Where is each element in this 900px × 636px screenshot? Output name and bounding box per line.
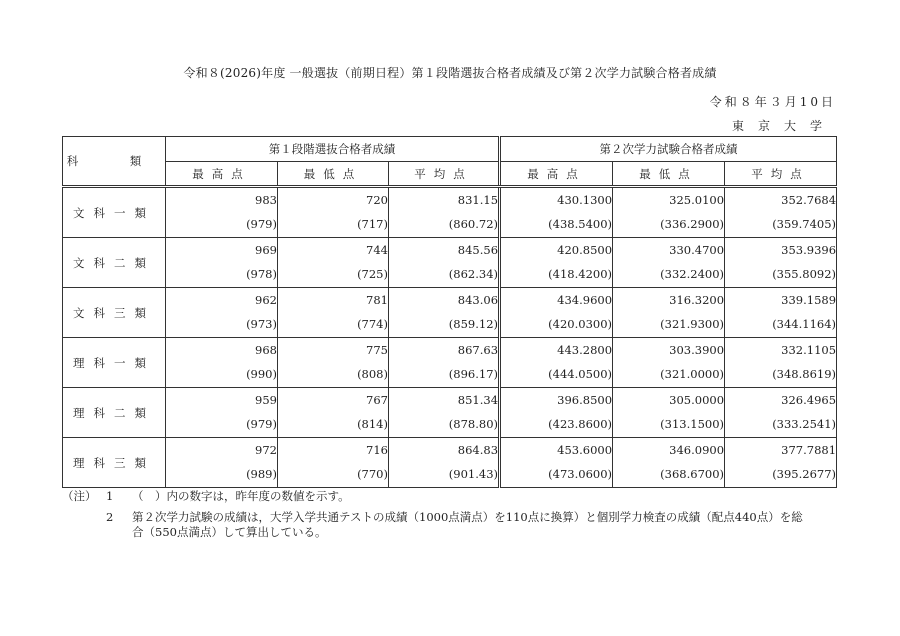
notes xyxy=(62,489,812,540)
current-value: 330.4700 xyxy=(669,243,725,257)
current-value: 968 xyxy=(255,343,277,357)
current-value: 845.56 xyxy=(457,243,499,257)
previous-year-value: (973) xyxy=(246,317,277,331)
score-cell xyxy=(725,338,837,388)
score-cell xyxy=(500,187,613,238)
score-cell xyxy=(278,388,389,438)
previous-year-value: (344.1164) xyxy=(772,317,837,331)
current-value: 443.2800 xyxy=(557,343,613,357)
previous-year-value: (774) xyxy=(357,317,388,331)
previous-year-value: (313.1500) xyxy=(660,417,725,431)
previous-year-value: (859.12) xyxy=(448,317,499,331)
sub-header-min: 最低点 xyxy=(613,162,725,187)
current-value: 744 xyxy=(366,243,388,257)
score-cell xyxy=(389,388,500,438)
previous-year-value: (862.34) xyxy=(448,267,499,281)
current-value: 867.63 xyxy=(457,343,499,357)
category-cell: 文科二類 xyxy=(63,238,166,288)
note-item xyxy=(62,510,812,540)
table-row xyxy=(63,388,837,438)
score-cell xyxy=(166,438,278,488)
current-value: 325.0100 xyxy=(669,193,725,207)
score-cell xyxy=(166,388,278,438)
previous-year-value: (901.43) xyxy=(448,467,499,481)
score-cell xyxy=(389,187,500,238)
current-value: 767 xyxy=(366,393,388,407)
current-value: 962 xyxy=(255,293,277,307)
previous-year-value: (896.17) xyxy=(448,367,499,381)
group-header-first-stage: 第１段階選抜合格者成績 xyxy=(166,137,500,162)
category-cell: 理科三類 xyxy=(63,438,166,488)
current-value: 864.83 xyxy=(457,443,499,457)
score-cell xyxy=(278,438,389,488)
note-text: （ ）内の数字は，昨年度の数値を示す。 xyxy=(132,489,350,503)
category-cell: 理科二類 xyxy=(63,388,166,438)
note-item xyxy=(62,489,812,504)
table-row xyxy=(63,338,837,388)
scores-table xyxy=(62,136,837,488)
current-value: 983 xyxy=(255,193,277,207)
current-value: 377.7881 xyxy=(781,443,837,457)
score-cell xyxy=(166,288,278,338)
previous-year-value: (878.80) xyxy=(448,417,499,431)
current-value: 453.6000 xyxy=(557,443,613,457)
previous-year-value: (808) xyxy=(357,367,388,381)
score-cell xyxy=(613,388,725,438)
score-cell xyxy=(389,238,500,288)
current-value: 316.3200 xyxy=(669,293,725,307)
current-value: 420.8500 xyxy=(557,243,613,257)
note-number: 1 xyxy=(106,489,114,503)
previous-year-value: (814) xyxy=(357,417,388,431)
category-cell: 理科一類 xyxy=(63,338,166,388)
current-value: 972 xyxy=(255,443,277,457)
score-cell xyxy=(166,187,278,238)
current-value: 346.0900 xyxy=(669,443,725,457)
previous-year-value: (332.2400) xyxy=(660,267,725,281)
previous-year-value: (473.0600) xyxy=(548,467,613,481)
document-title: 令和８(2026)年度 一般選抜（前期日程）第１段階選抜合格者成績及び第２次学力試験合格者成績 xyxy=(183,66,717,80)
category-cell: 文科三類 xyxy=(63,288,166,338)
score-cell xyxy=(500,388,613,438)
sub-header-avg: 平均点 xyxy=(725,162,837,187)
sub-header-max: 最高点 xyxy=(500,162,613,187)
organization-name: 東京大学 xyxy=(731,119,836,133)
score-cell xyxy=(389,338,500,388)
note-text: 第２次学力試験の成績は，大学入学共通テストの成績（1000点満点）を110点に換算）と個別学力検査の成績（配点440点）を総合（550点満点）して算出している。 xyxy=(132,510,803,539)
previous-year-value: (444.0500) xyxy=(548,367,613,381)
table-row xyxy=(63,238,837,288)
score-cell xyxy=(389,288,500,338)
sub-header-min: 最低点 xyxy=(278,162,389,187)
previous-year-value: (725) xyxy=(357,267,388,281)
score-cell xyxy=(500,288,613,338)
current-value: 781 xyxy=(366,293,388,307)
current-value: 396.8500 xyxy=(557,393,613,407)
table-row xyxy=(63,288,837,338)
score-cell xyxy=(500,438,613,488)
score-cell xyxy=(278,187,389,238)
current-value: 831.15 xyxy=(457,193,499,207)
previous-year-value: (990) xyxy=(246,367,277,381)
sub-header-max: 最高点 xyxy=(166,162,278,187)
sub-header-avg: 平均点 xyxy=(389,162,500,187)
current-value: 959 xyxy=(255,393,277,407)
current-value: 843.06 xyxy=(457,293,499,307)
header-row-groups xyxy=(63,137,837,162)
current-value: 305.0000 xyxy=(669,393,725,407)
previous-year-value: (348.8619) xyxy=(772,367,837,381)
previous-year-value: (717) xyxy=(357,217,388,231)
score-cell xyxy=(166,338,278,388)
previous-year-value: (770) xyxy=(357,467,388,481)
header-row-sub xyxy=(63,162,837,187)
previous-year-value: (438.5400) xyxy=(548,217,613,231)
previous-year-value: (321.9300) xyxy=(660,317,725,331)
current-value: 430.1300 xyxy=(557,193,613,207)
category-header: 科 類 xyxy=(63,137,166,187)
notes-label: （注） xyxy=(62,489,97,503)
previous-year-value: (359.7405) xyxy=(772,217,837,231)
current-value: 332.1105 xyxy=(781,343,837,357)
current-value: 775 xyxy=(366,343,388,357)
previous-year-value: (368.6700) xyxy=(660,467,725,481)
group-header-second-exam: 第２次学力試験合格者成績 xyxy=(500,137,837,162)
score-cell xyxy=(613,238,725,288)
current-value: 352.7684 xyxy=(781,193,837,207)
score-cell xyxy=(725,187,837,238)
score-cell xyxy=(725,288,837,338)
current-value: 851.34 xyxy=(457,393,499,407)
current-value: 353.9396 xyxy=(781,243,837,257)
score-cell xyxy=(613,338,725,388)
score-cell xyxy=(166,238,278,288)
current-value: 434.9600 xyxy=(557,293,613,307)
score-cell xyxy=(278,288,389,338)
table-row xyxy=(63,187,837,238)
previous-year-value: (336.2900) xyxy=(660,217,725,231)
previous-year-value: (989) xyxy=(246,467,277,481)
score-cell xyxy=(725,388,837,438)
previous-year-value: (979) xyxy=(246,217,277,231)
current-value: 969 xyxy=(255,243,277,257)
previous-year-value: (978) xyxy=(246,267,277,281)
previous-year-value: (333.2541) xyxy=(772,417,837,431)
current-value: 720 xyxy=(366,193,388,207)
note-number: 2 xyxy=(106,510,114,524)
score-cell xyxy=(613,288,725,338)
current-value: 716 xyxy=(366,443,388,457)
previous-year-value: (423.8600) xyxy=(548,417,613,431)
previous-year-value: (418.4200) xyxy=(548,267,613,281)
score-cell xyxy=(500,338,613,388)
current-value: 303.3900 xyxy=(669,343,725,357)
previous-year-value: (355.8092) xyxy=(772,267,837,281)
table-row xyxy=(63,438,837,488)
previous-year-value: (860.72) xyxy=(448,217,499,231)
document-date: 令和８年３月10日 xyxy=(709,95,836,109)
previous-year-value: (420.0300) xyxy=(548,317,613,331)
score-cell xyxy=(389,438,500,488)
previous-year-value: (979) xyxy=(246,417,277,431)
score-cell xyxy=(725,238,837,288)
score-cell xyxy=(613,438,725,488)
current-value: 326.4965 xyxy=(781,393,837,407)
category-cell: 文科一類 xyxy=(63,187,166,238)
score-cell xyxy=(725,438,837,488)
score-cell xyxy=(613,187,725,238)
table-body xyxy=(63,187,837,488)
score-cell xyxy=(278,238,389,288)
score-cell xyxy=(278,338,389,388)
current-value: 339.1589 xyxy=(781,293,837,307)
previous-year-value: (321.0000) xyxy=(660,367,725,381)
previous-year-value: (395.2677) xyxy=(772,467,837,481)
score-cell xyxy=(500,238,613,288)
